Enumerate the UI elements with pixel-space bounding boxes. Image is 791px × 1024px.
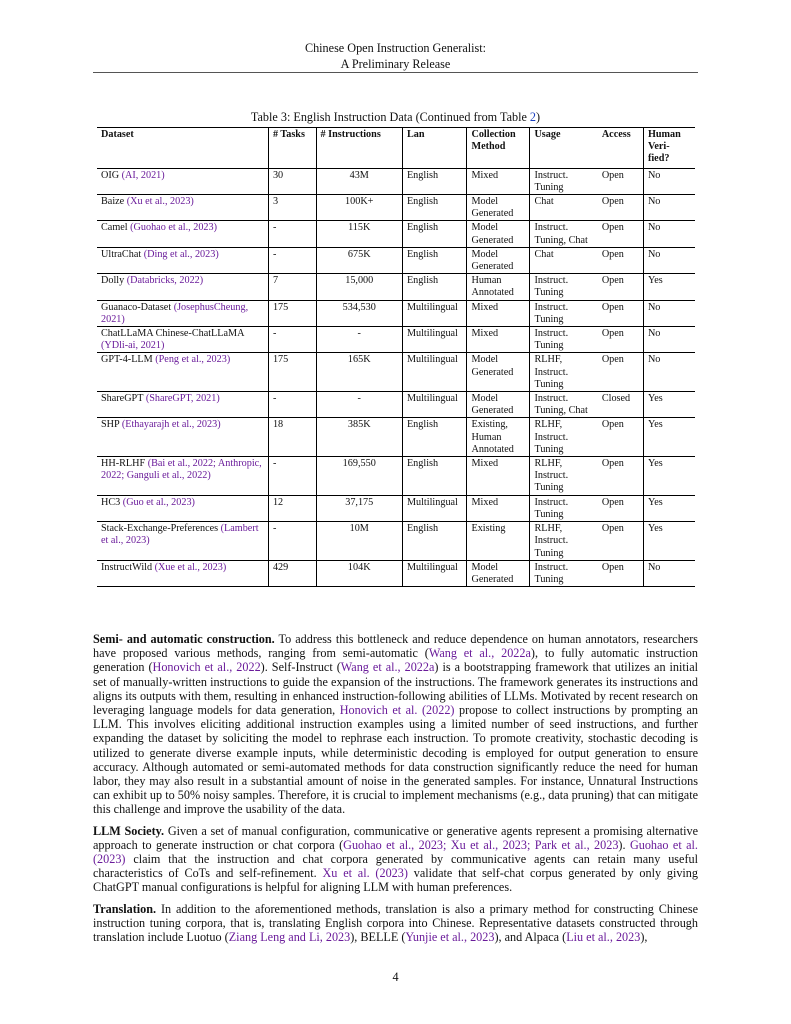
paragraph-text: ).: [618, 837, 630, 852]
english-instruction-table: [97, 127, 695, 587]
cell-lan: English: [402, 168, 467, 194]
cell-dataset: [97, 327, 268, 353]
paragraph-heading: LLM Society.: [93, 823, 165, 838]
cell-usage: Instruct. Tuning: [530, 168, 598, 194]
citation-link[interactable]: (Xu et al., 2023): [126, 196, 194, 208]
table-header-row: [97, 128, 695, 169]
cell-tasks: -: [268, 247, 316, 273]
cell-lan: Multilingual: [402, 353, 467, 392]
cell-tasks: 429: [268, 560, 316, 586]
table-row: [97, 195, 695, 221]
citation-link[interactable]: (Guo et al., 2023): [122, 496, 195, 508]
paragraph: [93, 824, 698, 895]
table-caption: [93, 110, 698, 124]
cell-human-verified: No: [643, 195, 695, 221]
header-dataset: Dataset: [97, 128, 268, 169]
cell-usage: Instruct. Tuning: [530, 495, 598, 521]
cell-dataset: [97, 247, 268, 273]
paragraph: [93, 632, 698, 817]
cell-usage: Instruct. Tuning: [530, 300, 598, 326]
cell-instructions: 10M: [316, 522, 402, 561]
paragraph-text: ), and Alpaca (: [494, 930, 567, 945]
table-row: [97, 353, 695, 392]
cell-human-verified: No: [643, 353, 695, 392]
citation-link[interactable]: (Guohao et al., 2023): [130, 222, 217, 234]
citation-link[interactable]: (Ding et al., 2023): [143, 248, 219, 260]
cell-dataset: [97, 353, 268, 392]
table-ref-link[interactable]: 2: [529, 110, 537, 124]
citation-link[interactable]: Yunjie et al., 2023: [405, 930, 495, 945]
cell-tasks: 30: [268, 168, 316, 194]
table-body: [97, 168, 695, 587]
cell-dataset: [97, 522, 268, 561]
cell-access: Open: [598, 168, 644, 194]
dataset-name: GPT-4-LLM: [101, 354, 156, 366]
paragraph-text: In addition to the aforementioned methods, translation is also a primary method for constructing Chinese instruction tuning corpora, that is, translating English corpora into Chinese. Representative datasets constructed through translation include Luotuo (: [93, 901, 698, 945]
table-row: [97, 522, 695, 561]
cell-lan: English: [402, 247, 467, 273]
paragraph: [93, 902, 698, 945]
citation-link[interactable]: (Databricks, 2022): [126, 275, 204, 287]
caption-text: Table 3: English Instruction Data (Continued from Table: [250, 110, 530, 124]
citation-link[interactable]: (Xue et al., 2023): [154, 561, 227, 573]
cell-access: Open: [598, 300, 644, 326]
table-row: [97, 274, 695, 300]
header-collection-method: Collection Method: [467, 128, 530, 169]
cell-usage: Instruct. Tuning: [530, 327, 598, 353]
cell-human-verified: No: [643, 327, 695, 353]
cell-access: Open: [598, 221, 644, 247]
cell-dataset: [97, 392, 268, 418]
cell-usage: RLHF, Instruct. Tuning: [530, 522, 598, 561]
cell-usage: Instruct. Tuning, Chat: [530, 392, 598, 418]
cell-collection-method: Mixed: [467, 327, 530, 353]
cell-access: Closed: [598, 392, 644, 418]
cell-collection-method: Mixed: [467, 457, 530, 496]
cell-lan: Multilingual: [402, 300, 467, 326]
dataset-name: SHP: [101, 419, 122, 431]
dataset-name: ChatLLaMA Chinese-ChatLLaMA: [101, 328, 244, 340]
cell-dataset: [97, 274, 268, 300]
dataset-name: HC3: [101, 496, 123, 508]
dataset-name: Dolly: [101, 275, 127, 287]
cell-instructions: 115K: [316, 221, 402, 247]
cell-tasks: -: [268, 221, 316, 247]
cell-access: Open: [598, 353, 644, 392]
running-head: [93, 40, 698, 72]
cell-dataset: [97, 168, 268, 194]
cell-collection-method: Model Generated: [467, 353, 530, 392]
cell-access: Open: [598, 195, 644, 221]
cell-instructions: 37,175: [316, 495, 402, 521]
cell-human-verified: Yes: [643, 274, 695, 300]
cell-collection-method: Human Annotated: [467, 274, 530, 300]
table-row: [97, 418, 695, 457]
dataset-name: HH-RLHF: [101, 458, 148, 470]
body-text: [93, 632, 698, 951]
cell-collection-method: Mixed: [467, 300, 530, 326]
table-row: [97, 457, 695, 496]
cell-lan: Multilingual: [402, 327, 467, 353]
dataset-name: Baize: [101, 196, 127, 208]
paragraph-text: ). Self-Instruct (: [260, 660, 341, 675]
citation-link[interactable]: Liu et al., 2023: [566, 930, 641, 945]
cell-tasks: 3: [268, 195, 316, 221]
cell-human-verified: Yes: [643, 495, 695, 521]
cell-tasks: -: [268, 327, 316, 353]
citation-link[interactable]: (Bai et al., 2022; Anthropic, 2022; Ganguli et al., 2022): [101, 458, 262, 482]
paragraph-text: ),: [640, 930, 648, 945]
cell-human-verified: Yes: [643, 418, 695, 457]
paragraph-text: ) is a bootstrapping framework that utilizes an initial set of manually-written instructions to guide the expansion of the instructions. The framework generates its instructions and aligns its outputs with them, resulting in enhanced instruction-following abilities of LLMs. Motivated by recent research on leveraging language models for data generation,: [93, 660, 698, 718]
cell-usage: Instruct. Tuning: [530, 274, 598, 300]
cell-tasks: 12: [268, 495, 316, 521]
cell-human-verified: No: [643, 300, 695, 326]
cell-instructions: 385K: [316, 418, 402, 457]
cell-tasks: -: [268, 392, 316, 418]
cell-lan: Multilingual: [402, 392, 467, 418]
table-row: [97, 300, 695, 326]
cell-access: Open: [598, 522, 644, 561]
cell-human-verified: No: [643, 168, 695, 194]
header-access: Access: [598, 128, 644, 169]
cell-dataset: [97, 418, 268, 457]
header-lan: Lan: [402, 128, 467, 169]
cell-lan: English: [402, 221, 467, 247]
cell-instructions: 104K: [316, 560, 402, 586]
cell-instructions: 100K+: [316, 195, 402, 221]
dataset-name: Stack-Exchange-Preferences: [101, 523, 221, 535]
table-row: [97, 247, 695, 273]
cell-usage: RLHF, Instruct. Tuning: [530, 418, 598, 457]
cell-tasks: 175: [268, 300, 316, 326]
paragraph-text: To address this bottleneck and reduce dependence on human annotators, researchers have proposed various methods, ranging from semi-automatic (: [93, 632, 698, 661]
cell-instructions: 165K: [316, 353, 402, 392]
cell-instructions: -: [316, 392, 402, 418]
cell-collection-method: Model Generated: [467, 221, 530, 247]
dataset-name: Camel: [101, 222, 131, 234]
paragraph-text: propose to collect instructions by prompting an LLM. This involves eliciting additional instruction examples using a limited number of seed instructions, and further expanding the dataset by soliciting the model to rephrase each instruction. To promote creativity, stochastic decoding is utilized to generate diverse example inputs, while deterministic decoding is employed for output generation to ensure accuracy. Although automated or semi-automated methods for data construction significantly reduce the need for human labor, they may also result in a substantial amount of noise in the generated samples. For instance, Unnatural Instructions can exhibit up to 50% noisy samples. Therefore, it is crucial to implement mechanisms (e.g., data pruning) that can mitigate this challenge and improve the usability of the data.: [93, 703, 698, 817]
citation-link[interactable]: Guohao et al., 2023; Xu et al., 2023; Park et al., 2023: [343, 837, 619, 852]
cell-instructions: -: [316, 327, 402, 353]
cell-access: Open: [598, 457, 644, 496]
paragraph-text: ), to fully automatic instruction generation (: [93, 646, 698, 675]
cell-instructions: 675K: [316, 247, 402, 273]
cell-collection-method: Existing: [467, 522, 530, 561]
citation-link[interactable]: (Peng et al., 2023): [155, 354, 231, 366]
cell-instructions: 169,550: [316, 457, 402, 496]
cell-human-verified: Yes: [643, 522, 695, 561]
cell-lan: English: [402, 418, 467, 457]
page-number: 4: [392, 970, 399, 984]
cell-collection-method: Existing, Human Annotated: [467, 418, 530, 457]
cell-human-verified: Yes: [643, 457, 695, 496]
citation-link[interactable]: Xu et al. (2023): [322, 866, 408, 881]
dataset-name: InstructWild: [101, 561, 155, 573]
paragraph-heading: Semi- and automatic construction.: [93, 632, 275, 646]
cell-collection-method: Mixed: [467, 168, 530, 194]
cell-tasks: -: [268, 457, 316, 496]
citation-link[interactable]: Wang et al., 2022a: [340, 660, 435, 675]
citation-link[interactable]: Honovich et al., 2022: [152, 660, 261, 675]
cell-collection-method: Model Generated: [467, 392, 530, 418]
paragraph-text: validate that self-chat corpus generated by only giving ChatGPT manual configurations is helpful for aligning LLM with human preferences.: [93, 866, 698, 895]
cell-lan: Multilingual: [402, 560, 467, 586]
citation-link[interactable]: Ziang Leng and Li, 2023: [228, 930, 351, 945]
citation-link[interactable]: (Lambert et al., 2023): [101, 523, 259, 547]
header-instructions: # Instructions: [316, 128, 402, 169]
cell-dataset: [97, 560, 268, 586]
cell-instructions: 534,530: [316, 300, 402, 326]
cell-lan: Multilingual: [402, 495, 467, 521]
cell-usage: Instruct. Tuning: [530, 560, 598, 586]
cell-collection-method: Model Generated: [467, 195, 530, 221]
cell-dataset: [97, 195, 268, 221]
cell-human-verified: No: [643, 221, 695, 247]
paragraph-heading: Translation.: [93, 901, 157, 916]
citation-link[interactable]: (ShareGPT, 2021): [145, 393, 220, 405]
cell-access: Open: [598, 495, 644, 521]
cell-access: Open: [598, 327, 644, 353]
cell-instructions: 43M: [316, 168, 402, 194]
cell-tasks: 7: [268, 274, 316, 300]
dataset-name: UltraChat: [101, 248, 144, 260]
cell-tasks: 18: [268, 418, 316, 457]
cell-access: Open: [598, 274, 644, 300]
citation-link[interactable]: (AI, 2021): [121, 169, 165, 181]
cell-dataset: [97, 495, 268, 521]
cell-collection-method: Model Generated: [467, 560, 530, 586]
cell-tasks: 175: [268, 353, 316, 392]
cell-access: Open: [598, 418, 644, 457]
cell-collection-method: Model Generated: [467, 247, 530, 273]
table-row: [97, 495, 695, 521]
cell-usage: Instruct. Tuning, Chat: [530, 221, 598, 247]
cell-usage: RLHF, Instruct. Tuning: [530, 353, 598, 392]
header-usage: Usage: [530, 128, 598, 169]
header-tasks: # Tasks: [268, 128, 316, 169]
citation-link[interactable]: Honovich et al. (2022): [339, 703, 455, 718]
cell-lan: English: [402, 522, 467, 561]
paragraph-text: ), BELLE (: [350, 930, 406, 945]
cell-access: Open: [598, 560, 644, 586]
cell-collection-method: Mixed: [467, 495, 530, 521]
cell-human-verified: No: [643, 560, 695, 586]
running-head-subtitle: A Preliminary Release: [340, 57, 451, 71]
citation-link[interactable]: (YDli-ai, 2021): [101, 340, 165, 352]
cell-access: Open: [598, 247, 644, 273]
header-rule: [93, 72, 698, 73]
dataset-name: OIG: [101, 169, 122, 181]
cell-lan: English: [402, 274, 467, 300]
cell-dataset: [97, 221, 268, 247]
cell-usage: RLHF, Instruct. Tuning: [530, 457, 598, 496]
citation-link[interactable]: (Ethayarajh et al., 2023): [121, 419, 221, 431]
table-row: [97, 392, 695, 418]
cell-dataset: [97, 300, 268, 326]
cell-human-verified: Yes: [643, 392, 695, 418]
cell-dataset: [97, 457, 268, 496]
citation-link[interactable]: Wang et al., 2022a: [428, 646, 531, 661]
cell-lan: English: [402, 457, 467, 496]
table-row: [97, 221, 695, 247]
citation-link[interactable]: Guohao et al. (2023): [93, 837, 698, 867]
dataset-name: Guanaco-Dataset: [101, 301, 174, 313]
cell-human-verified: No: [643, 247, 695, 273]
cell-usage: Chat: [530, 195, 598, 221]
table-row: [97, 168, 695, 194]
table-row: [97, 327, 695, 353]
paragraph-text: claim that the instruction and chat corpora generated by communicative agents can retain many useful characteristics of CoTs and self-refinement.: [93, 852, 698, 881]
header-human-verified: Human Veri- fied?: [643, 128, 695, 169]
caption-suffix: ): [536, 110, 541, 124]
dataset-name: ShareGPT: [101, 393, 146, 405]
paragraph-text: Given a set of manual configuration, communicative or generative agents represent a promising alternative approach to generate instruction or chat corpora (: [93, 823, 698, 852]
cell-instructions: 15,000: [316, 274, 402, 300]
table-row: [97, 560, 695, 586]
cell-tasks: -: [268, 522, 316, 561]
running-head-title: Chinese Open Instruction Generalist:: [304, 41, 487, 55]
cell-usage: Chat: [530, 247, 598, 273]
citation-link[interactable]: (JosephusCheung, 2021): [101, 301, 249, 325]
cell-lan: English: [402, 195, 467, 221]
